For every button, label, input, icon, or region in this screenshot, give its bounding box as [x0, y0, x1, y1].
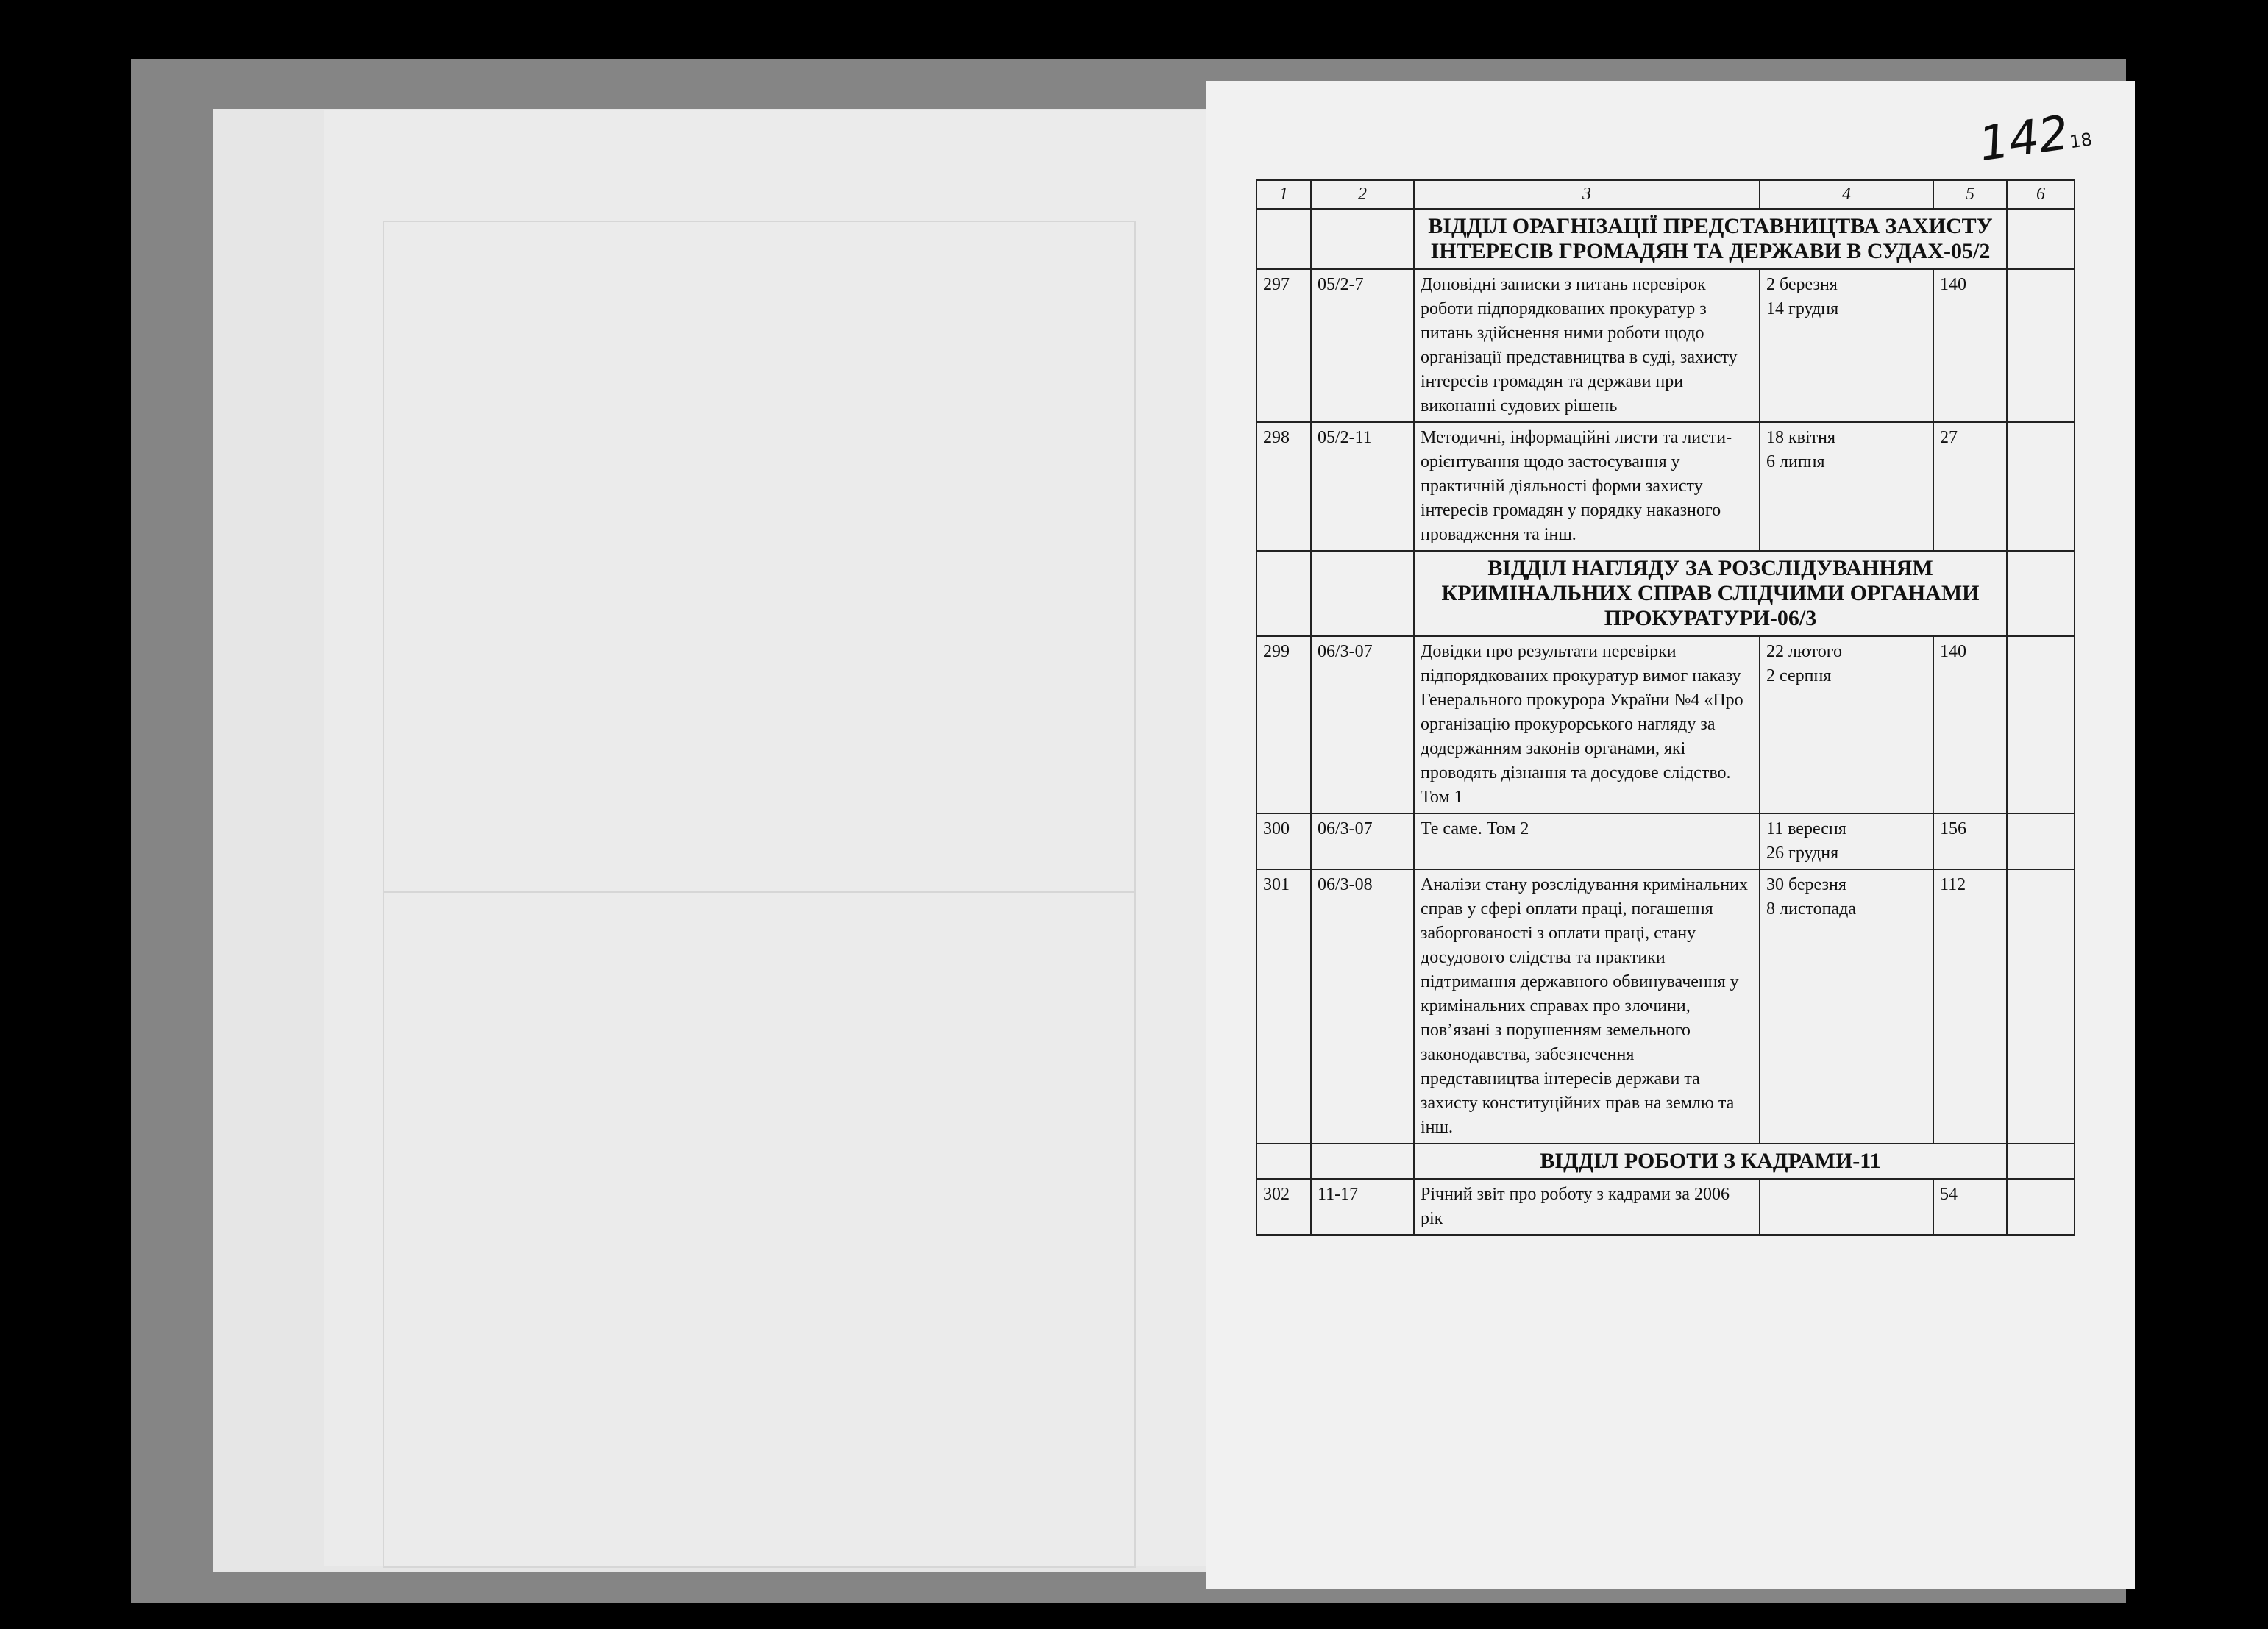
case-index: 06/3-07	[1311, 636, 1414, 813]
header-row	[1256, 180, 2075, 209]
section-row	[1256, 551, 2075, 636]
left-page	[324, 110, 1206, 1566]
case-index: 05/2-11	[1311, 422, 1414, 551]
section-row	[1256, 209, 2075, 269]
col-header-3: 3	[1414, 180, 1760, 209]
section-title: ВІДДІЛ ОРАГНІЗАЦІЇ ПРЕДСТАВНИЦТВА ЗАХИСТУ ІНТЕРЕСІВ ГРОМАДЯН ТА ДЕРЖАВИ В СУДАХ-05/2	[1414, 209, 2007, 269]
case-number: 298	[1256, 422, 1311, 551]
case-dates	[1760, 1179, 1933, 1235]
handwritten-folio-number: 14218	[1975, 105, 2094, 173]
case-number: 300	[1256, 813, 1311, 869]
col-header-1: 1	[1256, 180, 1311, 209]
case-number: 301	[1256, 869, 1311, 1144]
case-dates: 22 лютого 2 серпня	[1760, 636, 1933, 813]
table-row	[1256, 813, 2075, 869]
table-row	[1256, 269, 2075, 422]
case-sheets: 112	[1933, 869, 2007, 1144]
case-index: 11-17	[1311, 1179, 1414, 1235]
case-number: 299	[1256, 636, 1311, 813]
table-row	[1256, 636, 2075, 813]
case-sheets: 140	[1933, 269, 2007, 422]
case-note	[2007, 636, 2075, 813]
case-dates: 18 квітня 6 липня	[1760, 422, 1933, 551]
case-index: 06/3-08	[1311, 869, 1414, 1144]
table-row	[1256, 422, 2075, 551]
section-row	[1256, 1144, 2075, 1179]
case-note	[2007, 1179, 2075, 1235]
register-table	[1256, 179, 2075, 1236]
case-dates: 2 березня 14 грудня	[1760, 269, 1933, 422]
case-dates: 11 вересня 26 грудня	[1760, 813, 1933, 869]
bleed-through-table	[383, 221, 1136, 893]
case-index: 05/2-7	[1311, 269, 1414, 422]
case-title: Методичні, інформаційні листи та листи-орієнтування щодо застосування у практичній діяльності форми захисту інтересів громадян у порядку наказного провадження та інш.	[1414, 422, 1760, 551]
case-sheets: 156	[1933, 813, 2007, 869]
case-title: Те саме. Том 2	[1414, 813, 1760, 869]
col-header-4: 4	[1760, 180, 1933, 209]
case-note	[2007, 269, 2075, 422]
col-header-5: 5	[1933, 180, 2007, 209]
case-sheets: 140	[1933, 636, 2007, 813]
case-number: 302	[1256, 1179, 1311, 1235]
case-number: 297	[1256, 269, 1311, 422]
case-sheets: 27	[1933, 422, 2007, 551]
table-row	[1256, 1179, 2075, 1235]
case-index: 06/3-07	[1311, 813, 1414, 869]
case-note	[2007, 869, 2075, 1144]
col-header-6: 6	[2007, 180, 2075, 209]
case-title: Доповідні записки з питань перевірок роботи підпорядкованих прокуратур з питань здійснення ними роботи щодо організації представництва в суді, захисту інтересів громадян та держави при виконанні судових рішень	[1414, 269, 1760, 422]
case-dates: 30 березня 8 листопада	[1760, 869, 1933, 1144]
case-note	[2007, 422, 2075, 551]
case-note	[2007, 813, 2075, 869]
case-sheets: 54	[1933, 1179, 2007, 1235]
section-title: ВІДДІЛ НАГЛЯДУ ЗА РОЗСЛІДУВАННЯМ КРИМІНАЛЬНИХ СПРАВ СЛІДЧИМИ ОРГАНАМИ ПРОКУРАТУРИ-06/3	[1414, 551, 2007, 636]
table-row	[1256, 869, 2075, 1144]
bleed-through-table-lower	[383, 890, 1136, 1568]
col-header-2: 2	[1311, 180, 1414, 209]
case-title: Річний звіт про роботу з кадрами за 2006 рік	[1414, 1179, 1760, 1235]
section-title: ВІДДІЛ РОБОТИ З КАДРАМИ-11	[1414, 1144, 2007, 1179]
case-title: Аналізи стану розслідування кримінальних справ у сфері оплати праці, погашення заборгованості з оплати праці, стану досудового слідства та практики підтримання державного обвинувачення у кримінальних справах про злочини, пов’язані з порушенням земельного законодавства, забезпечення представництва інтересів держави та захисту конституційних прав на землю та інш.	[1414, 869, 1760, 1144]
case-title: Довідки про результати перевірки підпорядкованих прокуратур вимог наказу Генерального прокурора України №4 «Про організацію прокурорського нагляду за додержанням законів органами, які проводять дізнання та досудове слідство. Том 1	[1414, 636, 1760, 813]
